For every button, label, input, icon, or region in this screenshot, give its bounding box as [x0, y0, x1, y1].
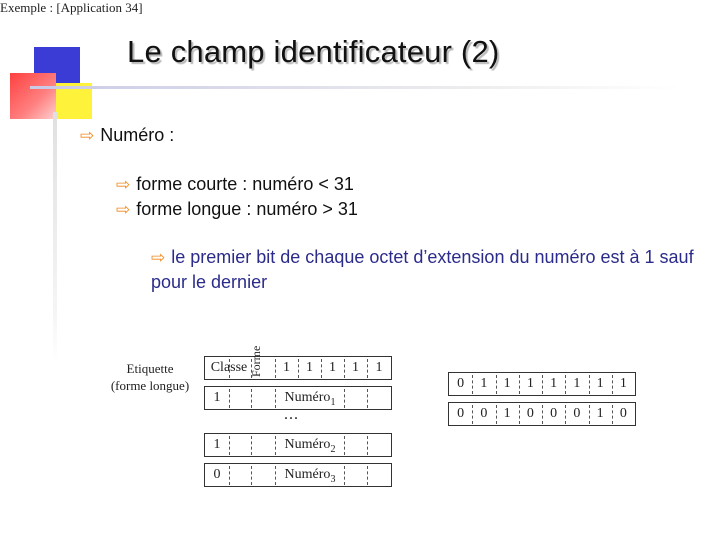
etiquette-label-line2: (forme longue): [110, 378, 190, 393]
title-underline: [30, 86, 680, 89]
bit-divider: [275, 389, 276, 408]
bullet-level2: [116, 199, 358, 220]
bit-divider: [367, 436, 368, 455]
outline-right-arrow-icon: ⇨: [151, 248, 166, 267]
bit-divider: [344, 389, 345, 408]
numero-label: Numéro: [284, 437, 331, 452]
etiquette-label-line1: Etiquette: [126, 361, 174, 376]
bit-divider: [229, 466, 230, 485]
left-rule: [53, 112, 57, 362]
bit-divider: [367, 466, 368, 485]
bit-divider: [229, 359, 230, 378]
bit-divider: [229, 436, 230, 455]
example-octet-2: [448, 402, 636, 426]
bit-cell: 1: [550, 376, 558, 391]
bullet-text: forme longue : numéro > 31: [136, 199, 358, 219]
numero-label: Numéro: [284, 467, 331, 482]
bit-cell: 0: [526, 406, 534, 421]
bit-cell: 1: [503, 376, 511, 391]
bullet-level2: [116, 174, 354, 195]
ellipsis: ...: [284, 406, 299, 423]
bit-divider: [344, 436, 345, 455]
numero-subscript: 3: [330, 473, 336, 485]
bit-cell: 1: [596, 406, 604, 421]
extension-octet-register: [204, 463, 392, 487]
bit-divider: [344, 466, 345, 485]
slide-title: Le champ identificateur (2): [127, 34, 500, 69]
classe-field: Classe: [210, 360, 248, 375]
bit-cell: 0: [573, 406, 581, 421]
outline-right-arrow-icon: ⇨: [116, 175, 131, 194]
bullet-text: Numéro :: [100, 125, 175, 145]
numero-label: Numéro: [284, 390, 331, 405]
bit-cell: 1: [596, 376, 604, 391]
bit-divider: [229, 389, 230, 408]
bit-cell: 1: [213, 390, 221, 405]
numero-subscript: 2: [330, 443, 336, 455]
bullet-level1: [80, 125, 174, 146]
bit-cell: 0: [457, 406, 465, 421]
bit-cell: 0: [213, 467, 221, 482]
etiquette-label: [102, 360, 198, 394]
bit-divider: [251, 466, 252, 485]
example-octet-1: [448, 372, 636, 396]
bit-divider: [367, 389, 368, 408]
forme-field: Forme: [249, 345, 263, 377]
bit-cell: 0: [619, 406, 627, 421]
bit-cell: 0: [480, 406, 488, 421]
bit-cell: 1: [480, 376, 488, 391]
bit-cell: 1: [619, 376, 627, 391]
bit-cell: 0: [457, 376, 465, 391]
bullet-level3: [151, 245, 696, 295]
bit-cell: 1: [306, 360, 313, 375]
bit-cell: 1: [283, 360, 290, 375]
extension-octet-register: [204, 433, 392, 457]
bit-cell: 1: [352, 360, 359, 375]
bit-divider: [275, 466, 276, 485]
outline-right-arrow-icon: ⇨: [116, 200, 131, 219]
bit-divider: [251, 436, 252, 455]
numero-subscript: 1: [330, 396, 336, 408]
bit-cell: 1: [573, 376, 581, 391]
example-title: Exemple : [Application 34]: [0, 0, 143, 15]
numero-field: [277, 464, 343, 486]
bit-cell: 1: [526, 376, 534, 391]
bit-cell: 1: [503, 406, 511, 421]
bit-divider: [251, 389, 252, 408]
bit-cell: 0: [550, 406, 558, 421]
bit-cell: 1: [213, 437, 221, 452]
bullet-text: forme courte : numéro < 31: [136, 174, 354, 194]
first-octet-register: [204, 356, 392, 380]
bit-divider: [275, 436, 276, 455]
outline-right-arrow-icon: ⇨: [80, 126, 95, 145]
logo-square-red: [10, 73, 56, 119]
bullet-text: le premier bit de chaque octet d’extension du numéro est à 1 sauf pour le dernier: [151, 247, 694, 292]
numero-field: [277, 434, 343, 456]
bit-cell: 1: [375, 360, 383, 375]
bit-cell: 1: [329, 360, 336, 375]
